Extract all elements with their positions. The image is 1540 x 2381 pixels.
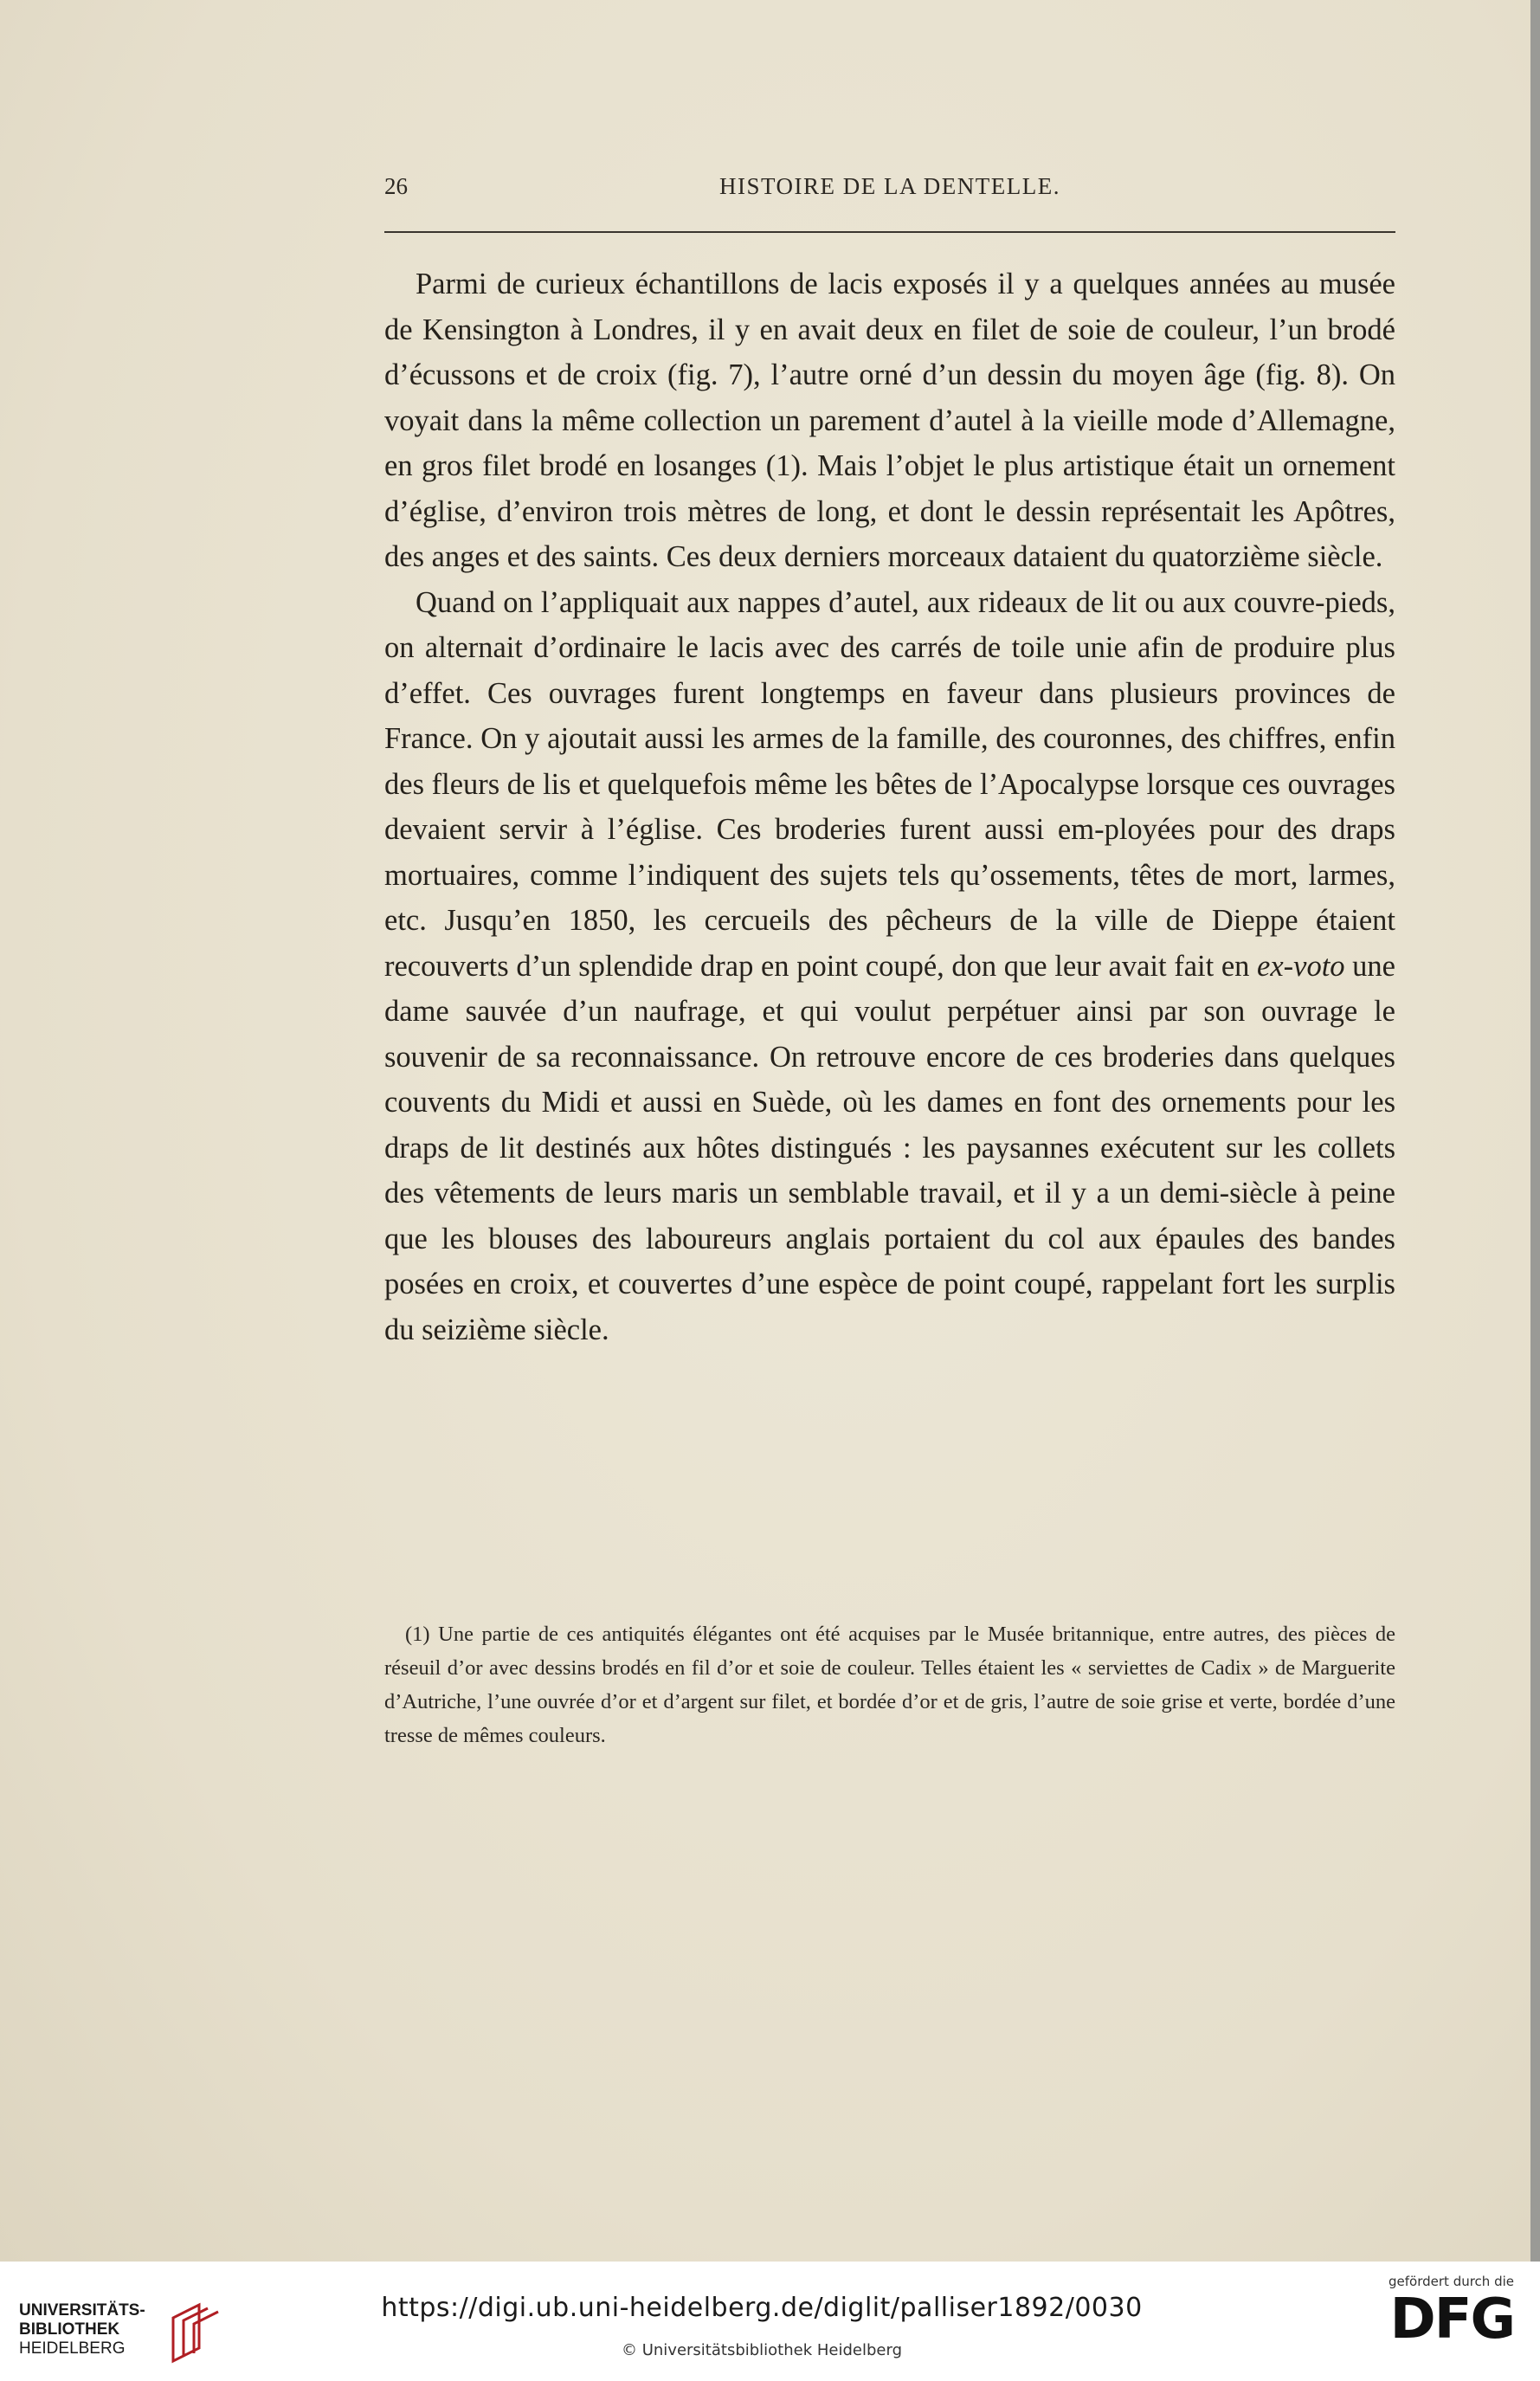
paragraph-2-italic: ex-voto <box>1257 949 1345 983</box>
copyright-notice: © Universitätsbibliothek Heidelberg <box>621 2341 902 2359</box>
page-header <box>384 173 1395 208</box>
funder-name: DFG <box>1389 2287 1514 2352</box>
paragraph-2-text-b: une dame sauvée d’un naufrage, et qui voulut perpétuer ainsi par son ouvrage le souvenir de sa reconnaissance. On retrouve encore de ces broderies dans quelques couvents du Midi et aussi en Suède, où les dames en font des ornements pour les draps de lit destinés aux hôtes distingués : les paysannes exécutent sur les collets des vêtements de leurs maris un semblable travail, et il y a un demi-siècle à peine que les blouses des laboureurs anglais portaient du col aux épaules des bandes posées en croix, et couvertes d’une espèce de point coupé, rappelant fort les surplis du seizième siècle. <box>384 949 1395 1346</box>
paragraph-2 <box>384 580 1395 1353</box>
body-text <box>384 261 1395 1352</box>
library-logo[interactable] <box>19 2296 244 2365</box>
paragraph-1: Parmi de curieux échantillons de lacis exposés il y a quelques années au musée de Kensington à Londres, il y en avait deux en filet de soie de couleur, l’un brodé d’écussons et de croix (fig. 7), l’autre orné d’un dessin du moyen âge (fig. 8). On voyait dans la même collection un parement d’autel à la vieille mode d’Allemagne, en gros filet brodé en losanges (1). Mais l’objet le plus artistique était un ornement d’église, d’environ trois mètres de long, et dont le dessin représentait les Apôtres, des anges et des saints. Ces deux derniers morceaux dataient du quatorzième siècle. <box>384 268 1395 573</box>
footnote: (1) Une partie de ces antiquités élégantes ont été acquises par le Musée britannique, entre autres, des pièces de réseuil d’or avec dessins brodés en fil d’or et soie de couleur. Telles étaient les « serviettes de Cadix » de Marguerite d’Autriche, l’une ouvrée d’or et d’argent sur filet, et bordée d’or et de gris, l’autre de soie grise et verte, bordée d’une tresse de mêmes couleurs. <box>384 1623 1395 1747</box>
scan-edge <box>1530 0 1540 2262</box>
header-rule <box>384 231 1395 233</box>
library-line-3: HEIDELBERG <box>19 2339 126 2358</box>
funder-logo[interactable] <box>1367 2274 1514 2350</box>
running-title: HISTOIRE DE LA DENTELLE. <box>719 173 1060 199</box>
library-line-1: UNIVERSITÄTS- <box>19 2301 145 2320</box>
paragraph-2-text-a: Quand on l’appliquait aux nappes d’autel, aux rideaux de lit ou aux couvre-pieds, on alternait d’ordinaire le lacis avec des carrés de toile unie afin de produire plus d’effet. Ces ouvrages furent longtemps en faveur dans plusieurs provinces de France. On y ajoutait aussi les armes de la famille, des couronnes, des chiffres, enfin des fleurs de lis et quelquefois même les bêtes de l’Apocalypse lorsque ces ouvrages devaient servir à l’église. Ces broderies furent aussi em-ployées pour des draps mortuaires, comme l’indiquent des sujets tels qu’ossements, têtes de mort, larmes, etc. Jusqu’en 1850, les cercueils des pêcheurs de la ville de Dieppe étaient recouverts d’un splendide drap en point coupé, don que leur avait fait en <box>384 585 1395 983</box>
page-number: 26 <box>384 173 408 199</box>
library-line-2: BIBLIOTHEK <box>19 2320 120 2339</box>
footer <box>0 2262 1540 2381</box>
library-emblem-icon <box>164 2296 234 2365</box>
funder-label: gefördert durch die <box>1389 2274 1514 2289</box>
permalink-url[interactable]: https://digi.ub.uni-heidelberg.de/diglit/palliser1892/0030 <box>381 2293 1143 2323</box>
library-name <box>19 2301 145 2358</box>
